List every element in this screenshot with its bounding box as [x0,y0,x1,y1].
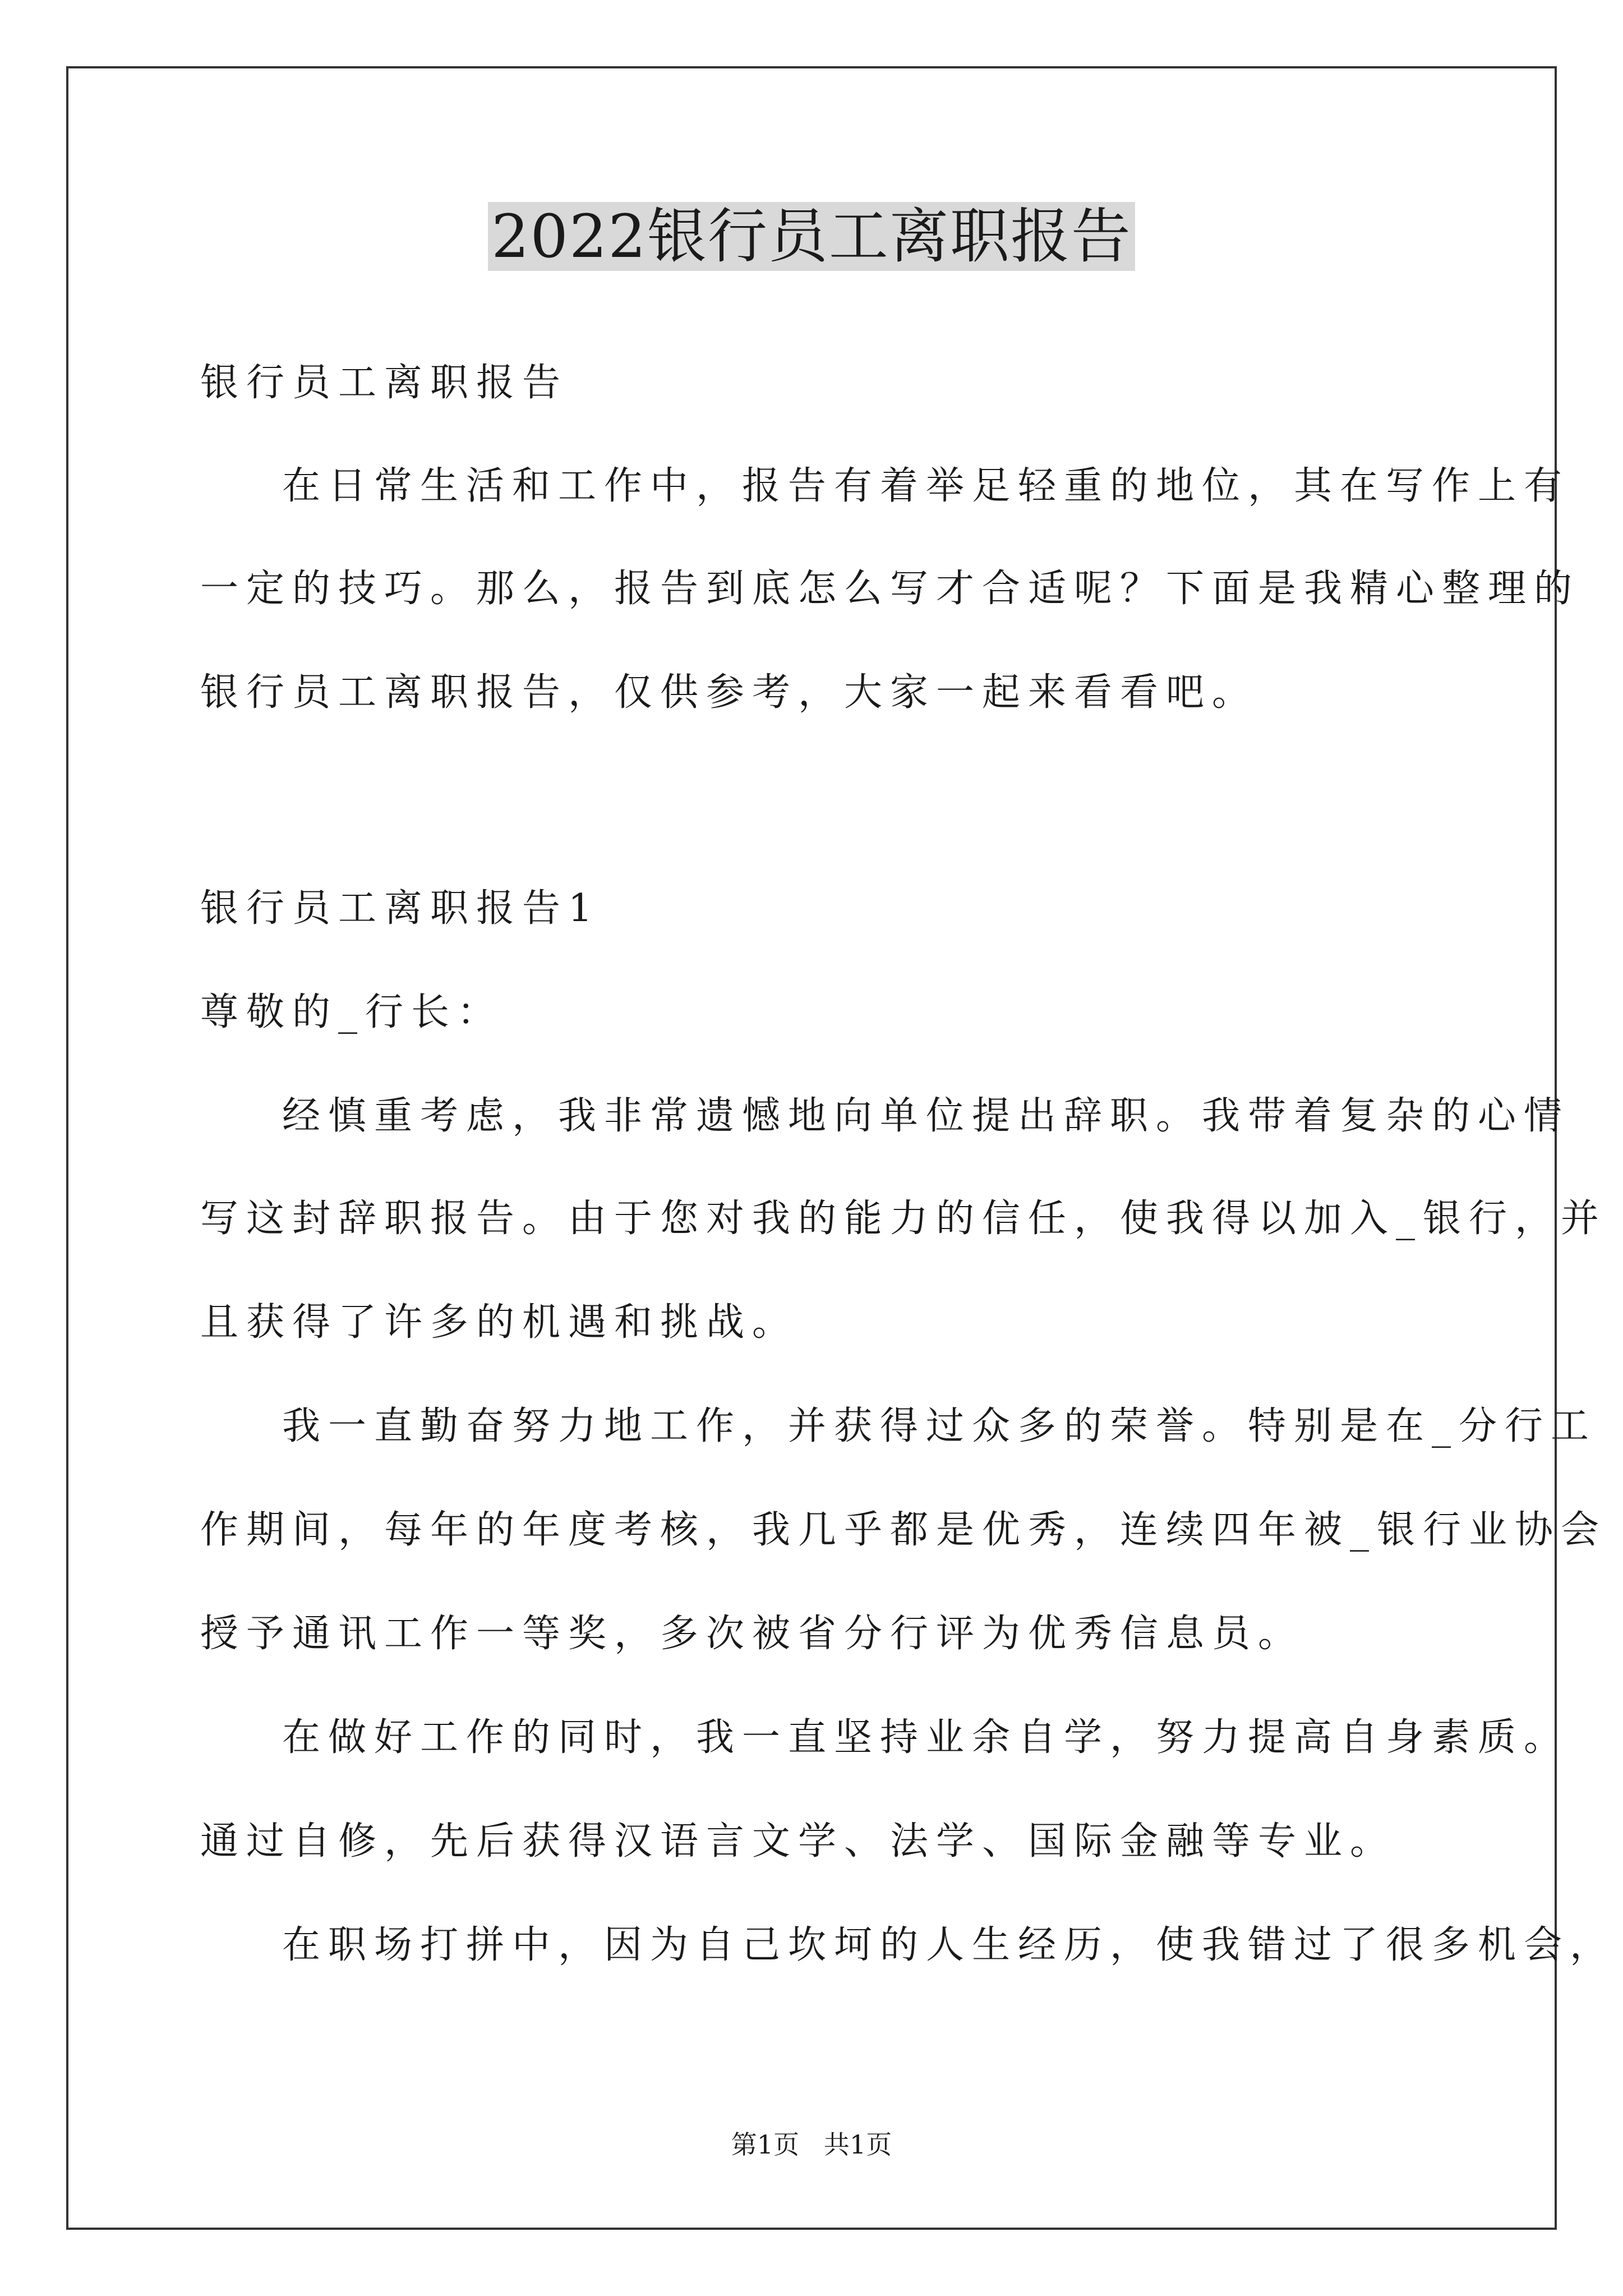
intro-line-1: 在日常生活和工作中，报告有着举足轻重的地位，其在写作上有 [282,464,1570,508]
body-line-3: 且获得了许多的机遇和挑战。 [200,1300,799,1345]
body-line-6: 授予通讯工作一等奖，多次被省分行评为优秀信息员。 [200,1612,1304,1656]
intro-line-3: 银行员工离职报告，仅供参考，大家一起来看看吧。 [200,670,1258,715]
intro-line-2: 一定的技巧。那么，报告到底怎么写才合适呢？下面是我精心整理的 [200,567,1580,611]
page-footer: 第1页 共1页 [731,2129,892,2160]
body-line-5: 作期间，每年的年度考核，我几乎都是优秀，连续四年被_银行业协会 [200,1508,1607,1552]
body-line-7: 在做好工作的同时，我一直坚持业余自学，努力提高自身素质。 [282,1715,1570,1760]
section-heading: 银行员工离职报告1 [200,886,601,931]
body-line-2: 写这封辞职报告。由于您对我的能力的信任，使我得以加入_银行，并 [200,1197,1607,1241]
body-line-4: 我一直勤奋努力地工作，并获得过众多的荣誉。特别是在_分行工 [282,1404,1597,1448]
body-line-8: 通过自修，先后获得汉语言文学、法学、国际金融等专业。 [200,1819,1396,1864]
body-line-1: 经慎重考虑，我非常遗憾地向单位提出辞职。我带着复杂的心情 [282,1094,1570,1138]
subtitle-line: 银行员工离职报告 [200,361,569,405]
body-line-9: 在职场打拼中，因为自己坎坷的人生经历，使我错过了很多机会， [282,1923,1616,1967]
document-title: 2022银行员工离职报告 [0,200,1623,273]
salutation: 尊敬的_行长： [200,990,504,1034]
